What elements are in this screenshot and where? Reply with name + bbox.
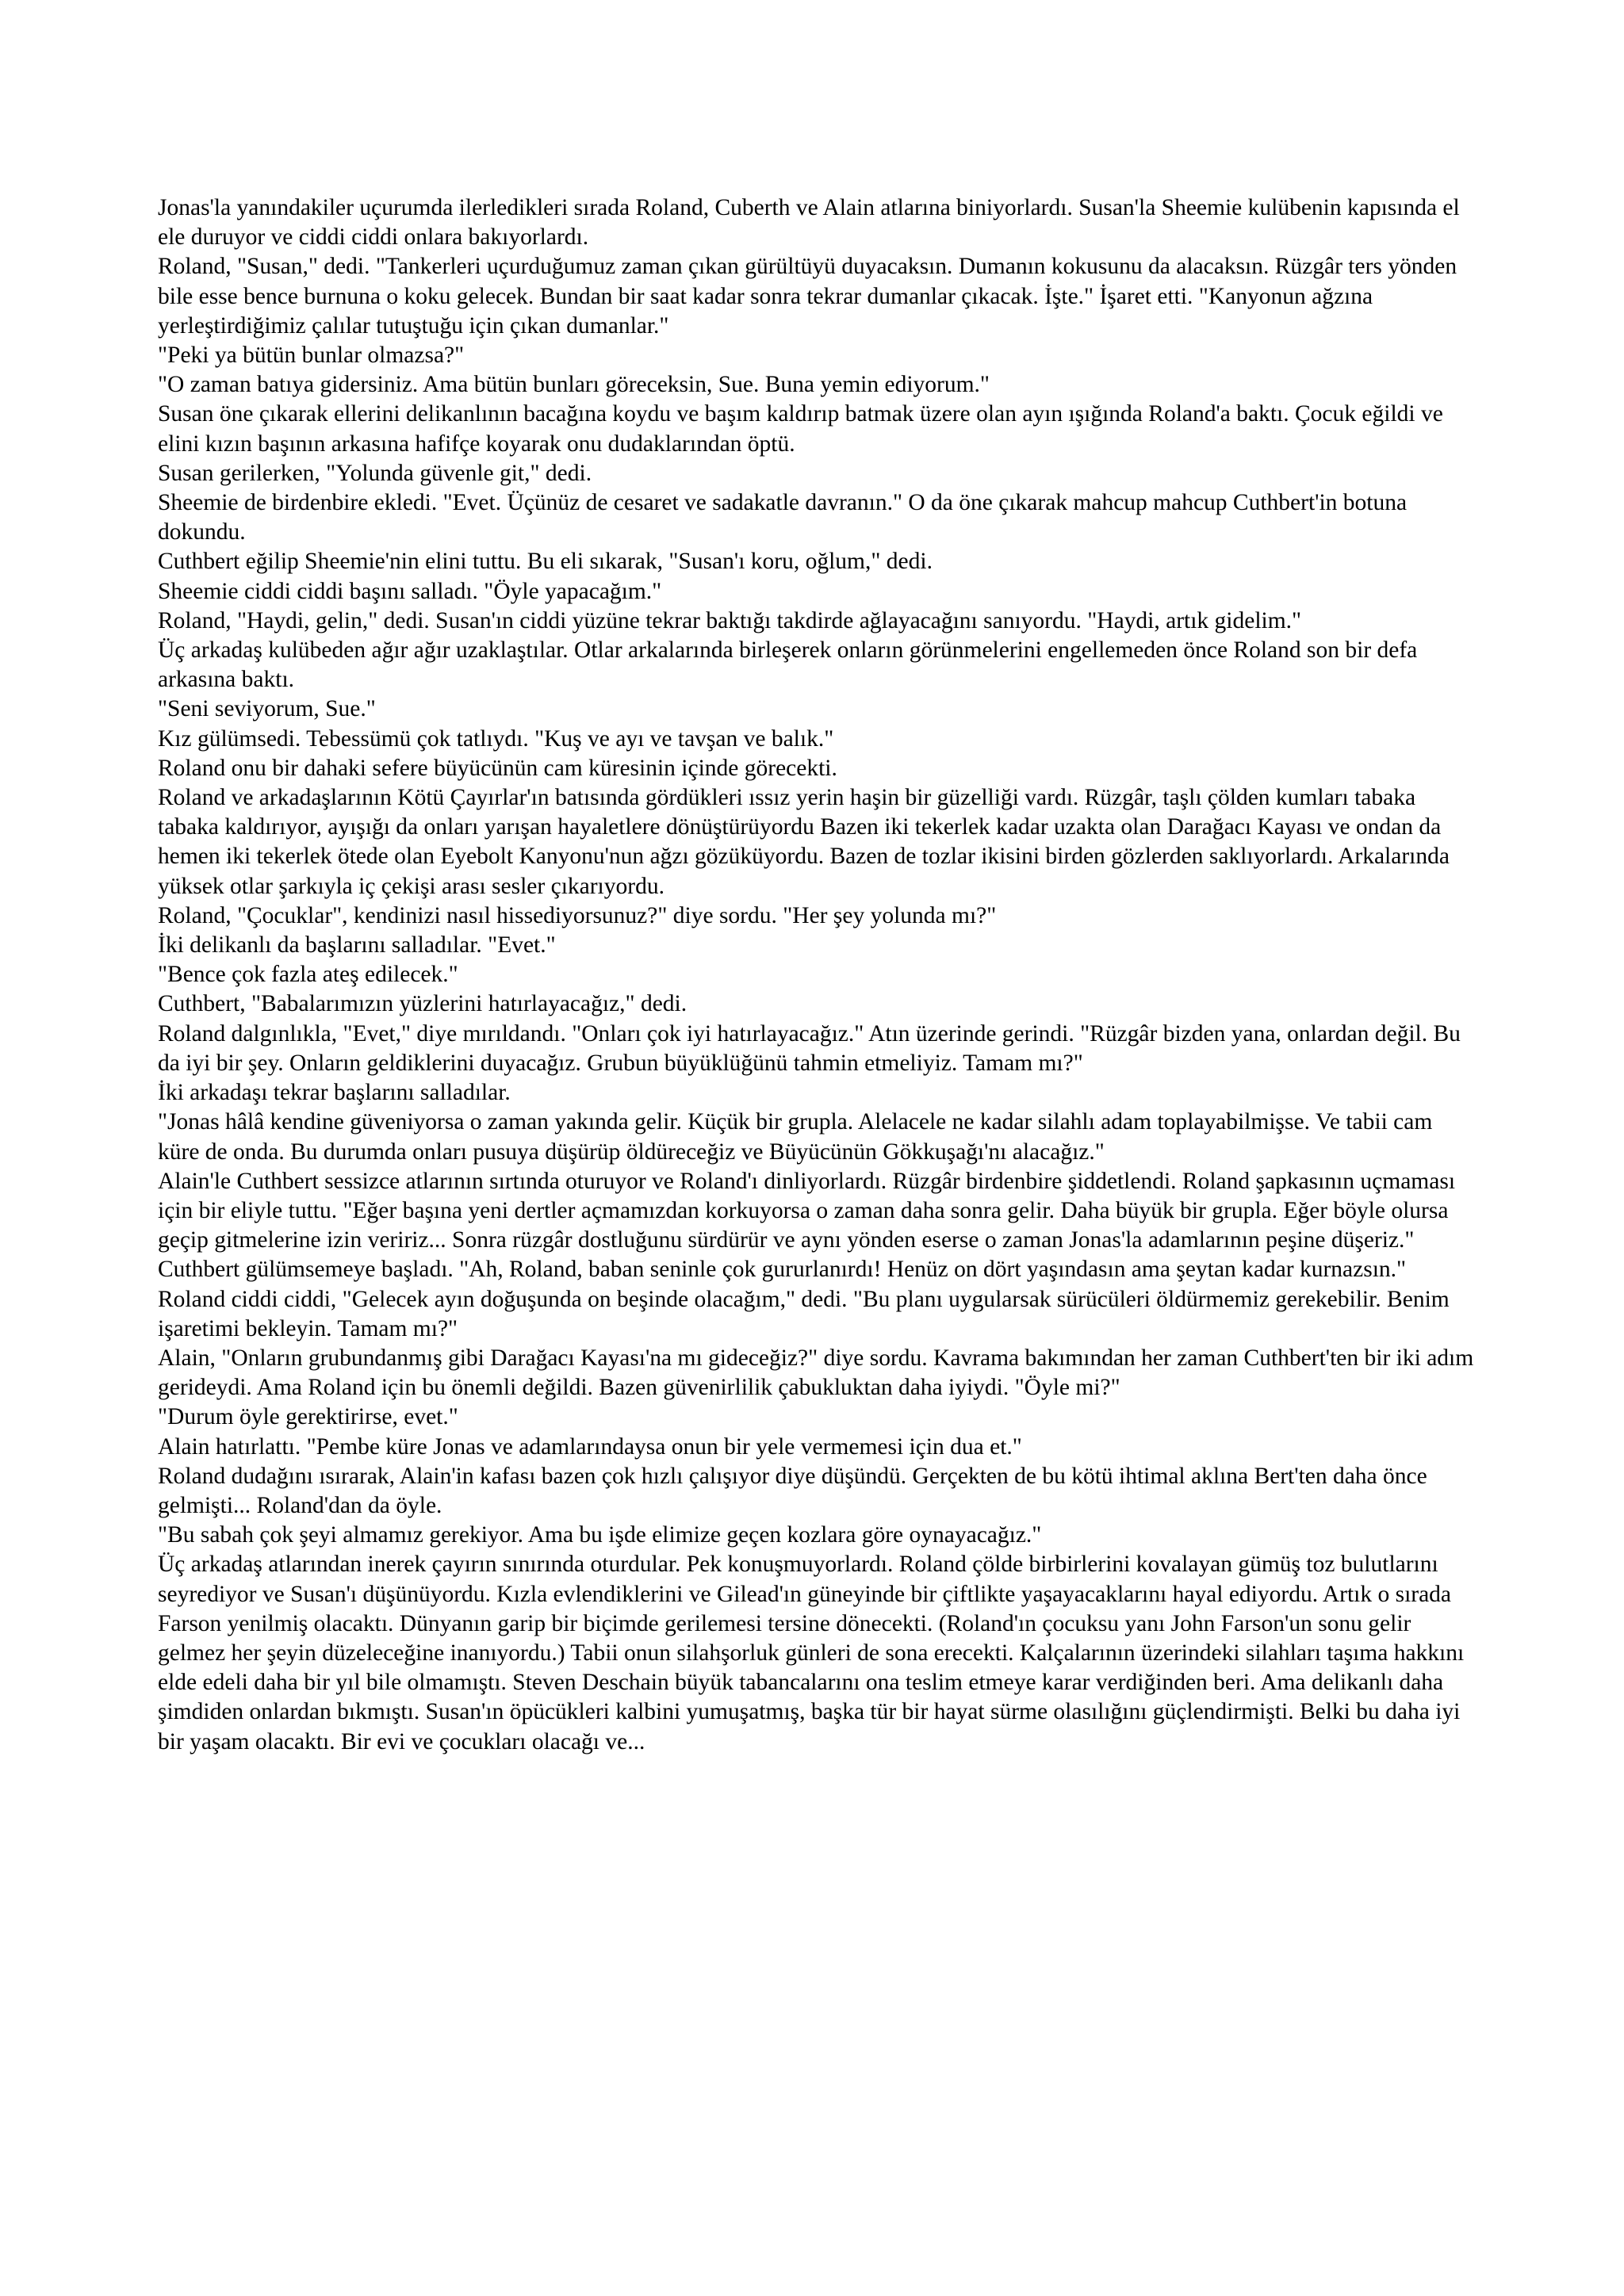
paragraph: Roland ciddi ciddi, "Gelecek ayın doğuşunda on beşinde olacağım," dedi. "Bu planı uygularsak sürücüleri öldürmemiz gerekebilir. Benim işaretimi bekleyin. Tamam mı?" <box>158 1286 1450 1341</box>
paragraph: Alain'le Cuthbert sessizce atlarının sırtında oturuyor ve Roland'ı dinliyorlardı. Rüzgâr birdenbire şiddetlendi. Roland şapkasının uçmaması için bir eliyle tuttu. "Eğer başına yeni dertler açmamızdan korkuyorsa o zaman daha sonra gelir. Daha büyük bir grupla. Eğer böyle olursa geçip gitmelerine izin veririz... Sonra rüzgâr dostluğunu sürdürür ve aynı yönden eserse o zaman Jonas'la adamlarının peşine düşeriz." <box>158 1168 1456 1253</box>
paragraph: Roland dalgınlıkla, "Evet," diye mırıldandı. "Onları çok iyi hatırlayacağız." Atın üzerinde gerindi. "Rüzgâr bizden yana, onlardan değil. Bu da iyi bir şey. Onların geldiklerini duyacağız. Grubun büyüklüğünü tahmin etmeliyiz. Tamam mı?" <box>158 1020 1461 1076</box>
paragraph: Sheemie ciddi ciddi başını salladı. "Öyle yapacağım." <box>158 578 662 604</box>
paragraph: "O zaman batıya gidersiniz. Ama bütün bunları göreceksin, Sue. Buna yemin ediyorum." <box>158 372 990 398</box>
paragraph: Üç arkadaş kulübeden ağır ağır uzaklaştılar. Otlar arkalarında birleşerek onların görünmelerini engellemeden önce Roland son bir defa arkasına baktı. <box>158 637 1418 693</box>
paragraph: Alain hatırlattı. "Pembe küre Jonas ve adamlarındaysa onun bir yele vermemesi için dua et." <box>158 1433 1022 1460</box>
paragraph: "Peki ya bütün bunlar olmazsa?" <box>158 342 465 369</box>
paragraph: Cuthbert gülümsemeye başladı. "Ah, Roland, baban seninle çok gururlanırdı! Henüz on dört yaşındasın ama şeytan kadar kurnazsın." <box>158 1257 1407 1283</box>
paragraph: Roland, "Çocuklar", kendinizi nasıl hissediyorsunuz?" diye sordu. "Her şey yolunda mı?" <box>158 902 997 928</box>
paragraph: Roland onu bir dahaki sefere büyücünün cam küresinin içinde görecekti. <box>158 755 837 781</box>
paragraph: "Seni seviyorum, Sue." <box>158 696 376 722</box>
paragraph: "Bence çok fazla ateş edilecek." <box>158 962 458 988</box>
paragraph: Susan öne çıkarak ellerini delikanlının bacağına koydu ve başım kaldırıp batmak üzere olan ayın ışığında Roland'a baktı. Çocuk eğildi ve elini kızın başının arkasına hafifçe koyarak onu dudaklarından öptü. <box>158 401 1443 457</box>
paragraph: Cuthbert, "Babalarımızın yüzlerini hatırlayacağız," dedi. <box>158 991 688 1017</box>
paragraph: Sheemie de birdenbire ekledi. "Evet. Üçünüz de cesaret ve sadakatle davranın." O da öne çıkarak mahcup mahcup Cuthbert'in botuna dokundu. <box>158 490 1408 545</box>
paragraph: Cuthbert eğilip Sheemie'nin elini tuttu. Bu eli sıkarak, "Susan'ı koru, oğlum," dedi. <box>158 549 933 575</box>
paragraph: Roland, "Susan," dedi. "Tankerleri uçurduğumuz zaman çıkan gürültüyü duyacaksın. Dumanın kokusunu da alacaksın. Rüzgâr ters yönden bile esse bence burnuna o koku gelecek. Bundan bir saat kadar sonra tekrar dumanlar çıkacak. İşte." İşaret etti. "Kanyonun ağzına yerleştirdiğimiz çalılar tutuştuğu için çıkan dumanlar." <box>158 254 1457 339</box>
paragraph: Susan gerilerken, "Yolunda güvenle git," dedi. <box>158 460 592 486</box>
paragraph: Kız gülümsedi. Tebessümü çok tatlıydı. "Kuş ve ayı ve tavşan ve balık." <box>158 725 834 752</box>
paragraph: Roland, "Haydi, gelin," dedi. Susan'ın ciddi yüzüne tekrar baktığı takdirde ağlayacağını sanıyordu. "Haydi, artık gidelim." <box>158 607 1302 633</box>
paragraph: "Jonas hâlâ kendine güveniyorsa o zaman yakında gelir. Küçük bir grupla. Alelacele ne kadar silahlı adam toplayabilmişse. Ve tabii cam küre de onda. Bu durumda onları pusuya düşürüp öldüreceğiz ve Büyücünün Gökkuşağı'nı alacağız." <box>158 1109 1433 1165</box>
document-page <box>158 193 1474 1757</box>
paragraph: "Durum öyle gerektirirse, evet." <box>158 1404 458 1430</box>
paragraph: İki delikanlı da başlarını salladılar. "Evet." <box>158 932 556 959</box>
paragraph: İki arkadaşı tekrar başlarını salladılar. <box>158 1080 511 1106</box>
paragraph: Üç arkadaş atlarından inerek çayırın sınırında oturdular. Pek konuşmuyorlardı. Roland çölde birbirlerini kovalayan gümüş toz bulutlarını seyrediyor ve Susan'ı düşünüyordu. Kızla evlendiklerini ve Gilead'ın güneyinde bir çiftlikte yaşayacaklarını hayal ediyordu. Artık o sırada Farson yenilmiş olacaktı. Dünyanın garip bir biçimde gerilemesi tersine dönecekti. (Roland'ın çocuksu yanı John Farson'un sonu gelir gelmez her şeyin düzeleceğine inanıyordu.) Tabii onun silahşorluk günleri de sona erecekti. Kalçalarının üzerindeki silahları taşıma hakkını elde edeli daha bir yıl bile olmamıştı. Steven Deschain büyük tabancalarını ona teslim etmeye karar verdiğinden beri. Ama delikanlı daha şimdiden onlardan bıkmıştı. Susan'ın öpücükleri kalbini yumuşatmış, başka tür bir hayat sürme olasılığını güçlendirmişti. Belki bu daha iyi bir yaşam olacaktı. Bir evi ve çocukları olacağı ve... <box>158 1552 1465 1755</box>
paragraph: "Bu sabah çok şeyi almamız gerekiyor. Ama bu işde elimize geçen kozlara göre oynayacağız." <box>158 1522 1042 1548</box>
paragraph: Alain, "Onların grubundanmış gibi Darağacı Kayası'na mı gideceğiz?" diye sordu. Kavrama bakımından her zaman Cuthbert'ten bir iki adım gerideydi. Ama Roland için bu önemli değildi. Bazen güvenirlilik çabukluktan daha iyiydi. "Öyle mi?" <box>158 1345 1474 1401</box>
paragraph: Roland ve arkadaşlarının Kötü Çayırlar'ın batısında gördükleri ıssız yerin haşin bir güzelliği vardı. Rüzgâr, taşlı çölden kumları tabaka tabaka kaldırıyor, ayışığı da onları yarışan hayaletlere dönüştürüyordu Bazen iki tekerlek kadar uzakta olan Darağacı Kayası ve ondan da hemen iki tekerlek ötede olan Eyebolt Kanyonu'nun ağzı gözüküyordu. Bazen de tozlar ikisini birden gözlerden saklıyorlardı. Arkalarında yüksek otlar şarkıyla iç çekişi arası sesler çıkarıyordu. <box>158 785 1450 899</box>
paragraph: Jonas'la yanındakiler uçurumda ilerledikleri sırada Roland, Cuberth ve Alain atlarına biniyorlardı. Susan'la Sheemie kulübenin kapısında el ele duruyor ve ciddi ciddi onlara bakıyorlardı. <box>158 195 1460 251</box>
paragraph: Roland dudağını ısırarak, Alain'in kafası bazen çok hızlı çalışıyor diye düşündü. Gerçekten de bu kötü ihtimal aklına Bert'ten daha önce gelmişti... Roland'dan da öyle. <box>158 1463 1427 1518</box>
